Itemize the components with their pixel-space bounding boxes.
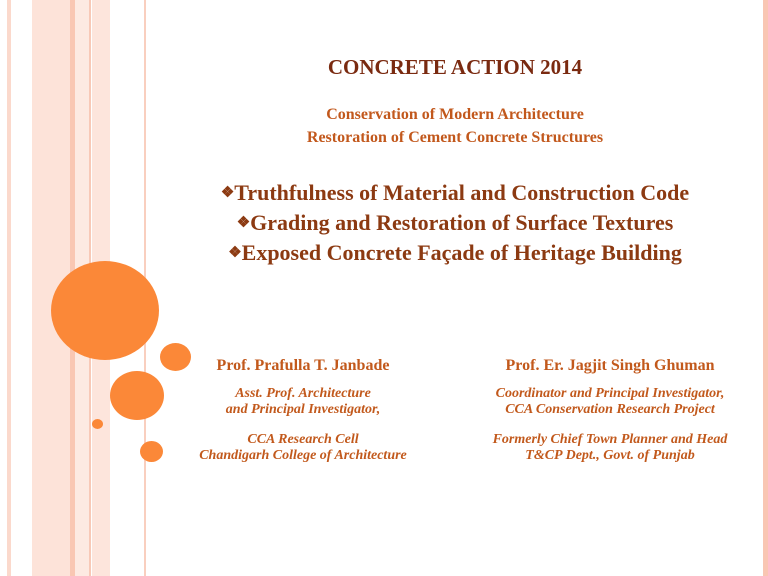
author-detail: CCA Conservation Research Project: [505, 402, 715, 417]
slide-title: CONCRETE ACTION 2014: [327, 55, 583, 79]
stripe: [7, 0, 11, 576]
bullet-item: ❖Exposed Concrete Façade of Heritage Building: [228, 240, 682, 265]
subtitle-line: Restoration of Cement Concrete Structures: [306, 129, 604, 146]
author-name: Prof. Prafulla T. Janbade: [216, 357, 390, 374]
subtitle-line: Conservation of Modern Architecture: [326, 106, 584, 123]
diamond-bullet-icon: ❖: [236, 215, 251, 231]
author-1: [158, 357, 448, 464]
circle: [51, 261, 159, 360]
author-detail: Coordinator and Principal Investigator,: [495, 386, 725, 401]
author-2: [465, 357, 755, 464]
author-detail: T&CP Dept., Govt. of Punjab: [525, 448, 695, 463]
circle: [92, 419, 103, 429]
bullet-list: [150, 178, 760, 268]
author-detail: Asst. Prof. Architecture: [235, 386, 371, 401]
author-detail: Chandigarh College of Architecture: [199, 448, 407, 463]
circle: [110, 371, 164, 420]
author-detail: and Principal Investigator,: [225, 402, 381, 417]
diamond-bullet-icon: ❖: [220, 185, 235, 201]
stripe: [763, 0, 768, 576]
diamond-bullet-icon: ❖: [228, 245, 242, 261]
subtitle: [150, 103, 760, 149]
author-detail: Formerly Chief Town Planner and Head: [492, 432, 728, 447]
author-detail: CCA Research Cell: [247, 432, 359, 447]
bullet-item: ❖Truthfulness of Material and Construction Code: [220, 180, 690, 205]
bullet-item: ❖Grading and Restoration of Surface Textures: [236, 210, 674, 235]
author-name: Prof. Er. Jagjit Singh Ghuman: [505, 357, 715, 374]
